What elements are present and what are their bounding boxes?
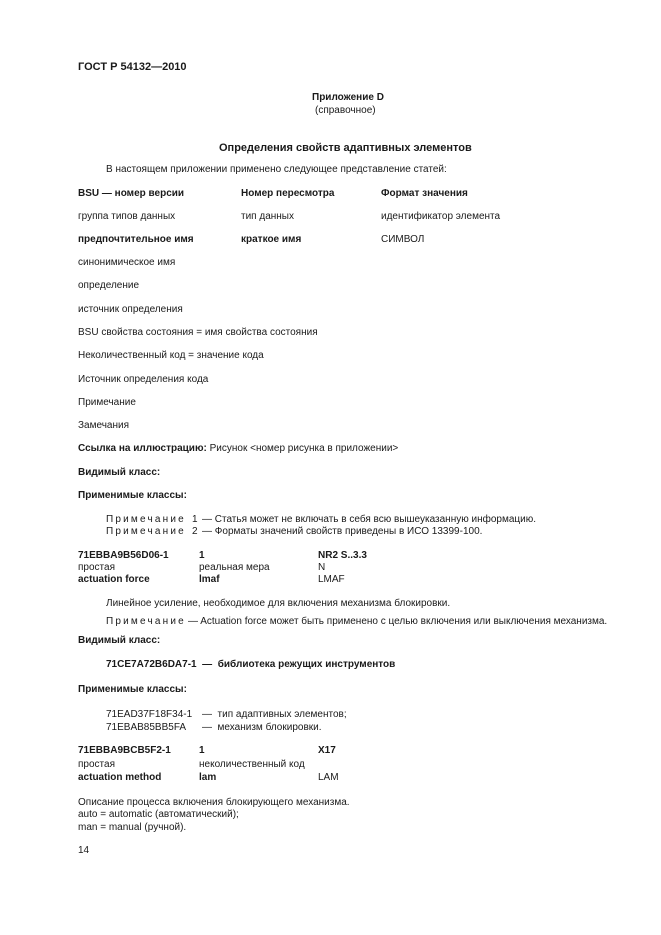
- template-applicable-classes: Применимые классы:: [78, 490, 187, 501]
- entry1-datatype: реальная мера: [199, 562, 270, 573]
- entry1-short-name: lmaf: [199, 574, 220, 585]
- entry2-code-line: auto = automatic (автоматический);: [78, 809, 239, 820]
- note-label: Примечание: [106, 526, 186, 537]
- section-title: Определения свойств адаптивных элементов: [219, 142, 472, 154]
- appendix-title: Приложение D: [312, 92, 384, 103]
- template-preferred-name: предпочтительное имя: [78, 234, 194, 245]
- note-number: 1: [192, 514, 198, 525]
- entry1-preferred-name: actuation force: [78, 574, 150, 585]
- template-value-format: Формат значения: [381, 188, 468, 199]
- entry1-format: NR2 S..3.3: [318, 550, 367, 561]
- entry1-applicable-classes: Применимые классы:: [78, 684, 187, 695]
- entry1-revision: 1: [199, 550, 205, 561]
- entry1-class-desc: — тип адаптивных элементов;: [202, 709, 347, 720]
- entry1-symbol: LMAF: [318, 574, 345, 585]
- entry1-definition: Линейное усиление, необходимое для включения механизма блокировки.: [106, 598, 451, 609]
- template-illustration-ref: [78, 444, 398, 454]
- template-datatype-group: группа типов данных: [78, 211, 176, 222]
- entry1-note-text: — Actuation force может быть применено с целью включения или выключения механизма.: [188, 616, 608, 627]
- entry1-class-code: 71EBAB85BB5FA: [106, 722, 187, 733]
- template-revision: Номер пересмотра: [241, 188, 335, 199]
- illustration-label: Ссылка на иллюстрацию:: [78, 443, 207, 454]
- illustration-text: Рисунок <номер рисунка в приложении>: [206, 443, 399, 454]
- note-text: — Форматы значений свойств приведены в ИСО 13399-100.: [202, 526, 483, 537]
- template-line: определение: [78, 280, 140, 291]
- entry1-class-code: 71EAD37F18F34-1: [106, 709, 193, 720]
- entry1-bsu: 71EBBA9B56D06-1: [78, 550, 169, 561]
- entry2-symbol: LAM: [318, 772, 339, 783]
- note-text: — Статья может не включать в себя всю вышеуказанную информацию.: [202, 514, 536, 525]
- template-line: Источник определения кода: [78, 374, 209, 385]
- entry1-element-id: N: [318, 562, 326, 573]
- template-bsu: BSU — номер версии: [78, 188, 185, 199]
- entry1-datatype-group: простая: [78, 562, 115, 573]
- document-code: ГОСТ Р 54132—2010: [78, 61, 187, 73]
- template-visible-class: Видимый класс:: [78, 467, 161, 478]
- entry2-bsu: 71EBBA9BCB5F2-1: [78, 745, 171, 756]
- entry2-revision: 1: [199, 745, 205, 756]
- template-line: Неколичественный код = значение кода: [78, 350, 264, 361]
- template-element-id: идентификатор элемента: [381, 211, 501, 222]
- entry2-code-line: man = manual (ручной).: [78, 822, 187, 833]
- entry2-format: X17: [318, 745, 336, 756]
- entry2-datatype: неколичественный код: [199, 759, 305, 770]
- entry2-datatype-group: простая: [78, 759, 115, 770]
- template-short-name: краткое имя: [241, 234, 302, 245]
- template-datatype: тип данных: [241, 211, 294, 222]
- template-symbol: СИМВОЛ: [381, 234, 425, 245]
- note-label: Примечание: [106, 514, 186, 525]
- entry2-preferred-name: actuation method: [78, 772, 162, 783]
- entry1-visible-class: Видимый класс:: [78, 635, 161, 646]
- note-number: 2: [192, 526, 198, 537]
- page-number: 14: [78, 845, 90, 856]
- entry1-visible-class-value: 71CE7A72B6DA7-1 — библиотека режущих инструментов: [106, 659, 396, 670]
- appendix-subtitle: (справочное): [315, 105, 376, 116]
- template-line: источник определения: [78, 304, 183, 315]
- template-line: Замечания: [78, 420, 130, 431]
- entry2-description: Описание процесса включения блокирующего механизма.: [78, 797, 350, 808]
- template-line: синонимическое имя: [78, 257, 176, 268]
- intro-text: В настоящем приложении применено следующее представление статей:: [106, 164, 447, 175]
- entry2-short-name: lam: [199, 772, 217, 783]
- entry1-note-label: Примечание: [106, 616, 186, 627]
- template-line: Примечание: [78, 397, 136, 408]
- template-line: BSU свойства состояния = имя свойства состояния: [78, 327, 318, 338]
- entry1-class-desc: — механизм блокировки.: [202, 722, 322, 733]
